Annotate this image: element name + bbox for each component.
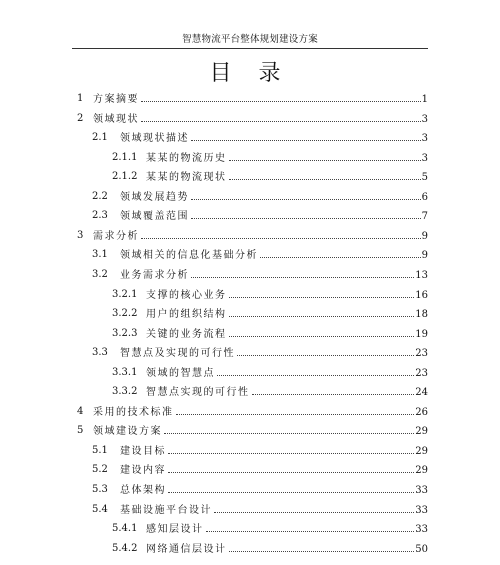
dot-leader <box>206 520 415 532</box>
toc-entry[interactable] <box>0 540 500 558</box>
toc-entry-line <box>120 461 428 480</box>
toc-entry-number: 5.4 <box>92 503 108 515</box>
toc-entry[interactable] <box>0 90 500 108</box>
dot-leader <box>191 188 421 200</box>
dot-leader <box>168 481 414 493</box>
toc-entry-line <box>146 364 428 383</box>
toc-entry-number: 2 <box>77 112 84 124</box>
dot-leader <box>168 442 414 454</box>
dot-leader <box>168 461 414 473</box>
toc-entry-line <box>146 305 428 324</box>
dot-leader <box>141 110 421 122</box>
toc-entry-number: 2.1 <box>92 132 108 144</box>
toc-entry[interactable] <box>0 461 500 479</box>
toc-entry[interactable] <box>0 422 500 440</box>
toc-entry-label: 采用的技术标准 <box>93 406 174 418</box>
toc-entry-page-number: 3 <box>421 113 428 125</box>
toc-entry-label: 建设内容 <box>120 465 166 477</box>
toc-entry-page-number: 50 <box>415 543 428 555</box>
toc-entry-line <box>146 325 428 344</box>
toc-entry-page-number: 29 <box>415 465 428 477</box>
toc-entry-label: 需求分析 <box>93 230 139 242</box>
toc-entry-label: 领域现状描述 <box>120 133 189 145</box>
toc-entry-page-number: 24 <box>415 387 428 399</box>
toc-entry-label: 感知层设计 <box>146 524 204 536</box>
toc-entry[interactable] <box>0 149 500 167</box>
toc-entry-number: 5.2 <box>92 464 108 476</box>
toc-entry-label: 建设目标 <box>120 445 166 457</box>
toc-entry-number: 3.3.1 <box>112 366 138 378</box>
toc-entry-line <box>120 207 428 226</box>
toc-entry-page-number: 33 <box>415 504 428 516</box>
toc-entry-label: 某某的物流历史 <box>146 152 227 164</box>
toc-entry-label: 支撑的核心业务 <box>146 289 227 301</box>
toc-entry-label: 领域建设方案 <box>93 426 162 438</box>
toc-entry-label: 用户的组织结构 <box>146 309 227 321</box>
dot-leader <box>164 422 414 434</box>
toc-entry-label: 业务需求分析 <box>120 269 189 281</box>
toc-entry-line <box>120 266 428 285</box>
toc-entry-number: 5.4.1 <box>112 523 138 535</box>
toc-entry-number: 1 <box>77 93 84 104</box>
dot-leader <box>176 403 415 415</box>
toc-entry-page-number: 29 <box>415 445 428 457</box>
dot-leader <box>229 305 415 317</box>
dot-leader <box>229 149 421 161</box>
toc-entry-number: 2.1.1 <box>112 151 138 163</box>
toc-entry-number: 3.2.1 <box>112 288 138 300</box>
toc-entry-number: 3.2.3 <box>112 327 138 339</box>
toc-entry-page-number: 9 <box>421 230 428 242</box>
toc-entry[interactable] <box>0 364 500 382</box>
toc-entry-page-number: 6 <box>421 191 428 203</box>
toc-entry-line <box>120 246 428 265</box>
toc-entry-page-number: 23 <box>415 348 428 360</box>
toc-entry-page-number: 7 <box>421 211 428 223</box>
toc-entry-number: 3.2.2 <box>112 308 138 320</box>
toc-entry-page-number: 23 <box>415 367 428 379</box>
toc-entry[interactable] <box>0 305 500 323</box>
toc-entry-line <box>146 286 428 305</box>
toc-entry-number: 5.4.2 <box>112 542 138 554</box>
toc-entry-page-number: 19 <box>415 328 428 340</box>
toc-entry-page-number: 3 <box>421 152 428 164</box>
toc-entry[interactable] <box>0 168 500 186</box>
toc-entry[interactable] <box>0 207 500 225</box>
toc-entry[interactable] <box>0 227 500 245</box>
toc-entry-label: 领域发展趋势 <box>120 191 189 203</box>
toc-entry[interactable] <box>0 501 500 519</box>
toc-entry-line <box>93 110 428 129</box>
toc-entry[interactable] <box>0 403 500 421</box>
toc-entry-number: 3.1 <box>92 249 108 261</box>
toc-entry-label: 智慧点及实现的可行性 <box>120 348 235 360</box>
dot-leader <box>191 129 421 141</box>
dot-leader <box>229 325 415 337</box>
dot-leader <box>141 227 421 239</box>
toc-entry-line <box>93 227 428 246</box>
dot-leader <box>237 344 414 356</box>
toc-entry-label: 领域的智慧点 <box>146 367 215 379</box>
toc-entry-page-number: 29 <box>415 426 428 438</box>
dot-leader <box>191 266 414 278</box>
toc-entry-line <box>120 188 428 207</box>
dot-leader <box>214 501 414 513</box>
toc-entry-number: 2.1.2 <box>112 171 138 183</box>
dot-leader <box>260 246 421 258</box>
toc-entry[interactable] <box>0 325 500 343</box>
toc-entry-line <box>93 90 428 109</box>
toc-entry-label: 领域覆盖范围 <box>120 211 189 223</box>
toc-entry[interactable] <box>0 442 500 460</box>
toc-entry-line <box>120 129 428 148</box>
toc-entry-line <box>146 149 428 168</box>
dot-leader <box>252 383 415 395</box>
toc-entry-line <box>120 344 428 363</box>
dot-leader <box>229 286 415 298</box>
toc-entry-number: 3.2 <box>92 268 108 280</box>
toc-entry-label: 领域现状 <box>93 113 139 125</box>
toc-entry[interactable] <box>0 246 500 264</box>
toc-entry-number: 2.3 <box>92 210 108 222</box>
toc-entry-page-number: 33 <box>415 524 428 536</box>
toc-entry-page-number: 9 <box>421 250 428 262</box>
toc-entry-label: 网络通信层设计 <box>146 543 227 555</box>
toc-entry-number: 2.2 <box>92 190 108 202</box>
toc-entry-page-number: 5 <box>421 172 428 184</box>
toc-entry-line <box>146 520 428 539</box>
running-header: 智慧物流平台整体规划建设方案 <box>182 34 318 45</box>
toc-entry[interactable] <box>0 188 500 206</box>
toc-entry-line <box>146 168 428 187</box>
toc-entry[interactable] <box>0 286 500 304</box>
toc-entry[interactable] <box>0 383 500 401</box>
toc-entry-line <box>146 383 428 402</box>
dot-leader <box>229 540 415 552</box>
dot-leader <box>141 90 421 102</box>
toc-entry-line <box>120 501 428 520</box>
header-rule <box>72 48 428 49</box>
toc-entry-number: 5 <box>77 425 84 437</box>
toc-entry-line <box>146 540 428 559</box>
dot-leader <box>229 168 421 180</box>
dot-leader <box>217 364 414 376</box>
toc-entry[interactable] <box>0 110 500 128</box>
toc-entry-line <box>120 442 428 461</box>
toc-entry-number: 5.1 <box>92 444 108 456</box>
toc-entry-number: 3.3.2 <box>112 386 138 398</box>
toc-entry[interactable] <box>0 481 500 499</box>
toc-entry-page-number: 33 <box>415 485 428 496</box>
toc-entry[interactable] <box>0 266 500 284</box>
toc-entry-page-number: 18 <box>415 309 428 321</box>
toc-entry-label: 方案摘要 <box>93 94 139 105</box>
toc-entry-page-number: 16 <box>415 289 428 301</box>
toc-entry-label: 智慧点实现的可行性 <box>146 387 250 399</box>
toc-entry-line <box>93 403 428 422</box>
toc-entry-label: 基础设施平台设计 <box>120 504 212 516</box>
toc-entry-line <box>120 481 428 500</box>
toc-entry-page-number: 13 <box>415 269 428 281</box>
toc-entry[interactable] <box>0 344 500 362</box>
toc-entry-label: 某某的物流现状 <box>146 172 227 184</box>
toc-entry-label: 领域相关的信息化基础分析 <box>120 250 258 262</box>
toc-entry-number: 3 <box>77 229 84 241</box>
toc-entry-page-number: 26 <box>415 406 428 418</box>
toc-entry-page-number: 1 <box>421 94 428 105</box>
toc-entry[interactable] <box>0 520 500 538</box>
toc-entry-number: 5.3 <box>92 484 108 495</box>
dot-leader <box>191 207 421 219</box>
toc-entry[interactable] <box>0 129 500 147</box>
toc-entry-label: 总体架构 <box>120 485 166 496</box>
toc-entry-number: 4 <box>77 405 84 417</box>
toc-title: 目 录 <box>209 61 291 86</box>
toc-entry-line <box>93 422 428 441</box>
toc-entry-number: 3.3 <box>92 347 108 359</box>
toc-entry-label: 关键的业务流程 <box>146 328 227 340</box>
toc-entry-page-number: 3 <box>421 133 428 145</box>
